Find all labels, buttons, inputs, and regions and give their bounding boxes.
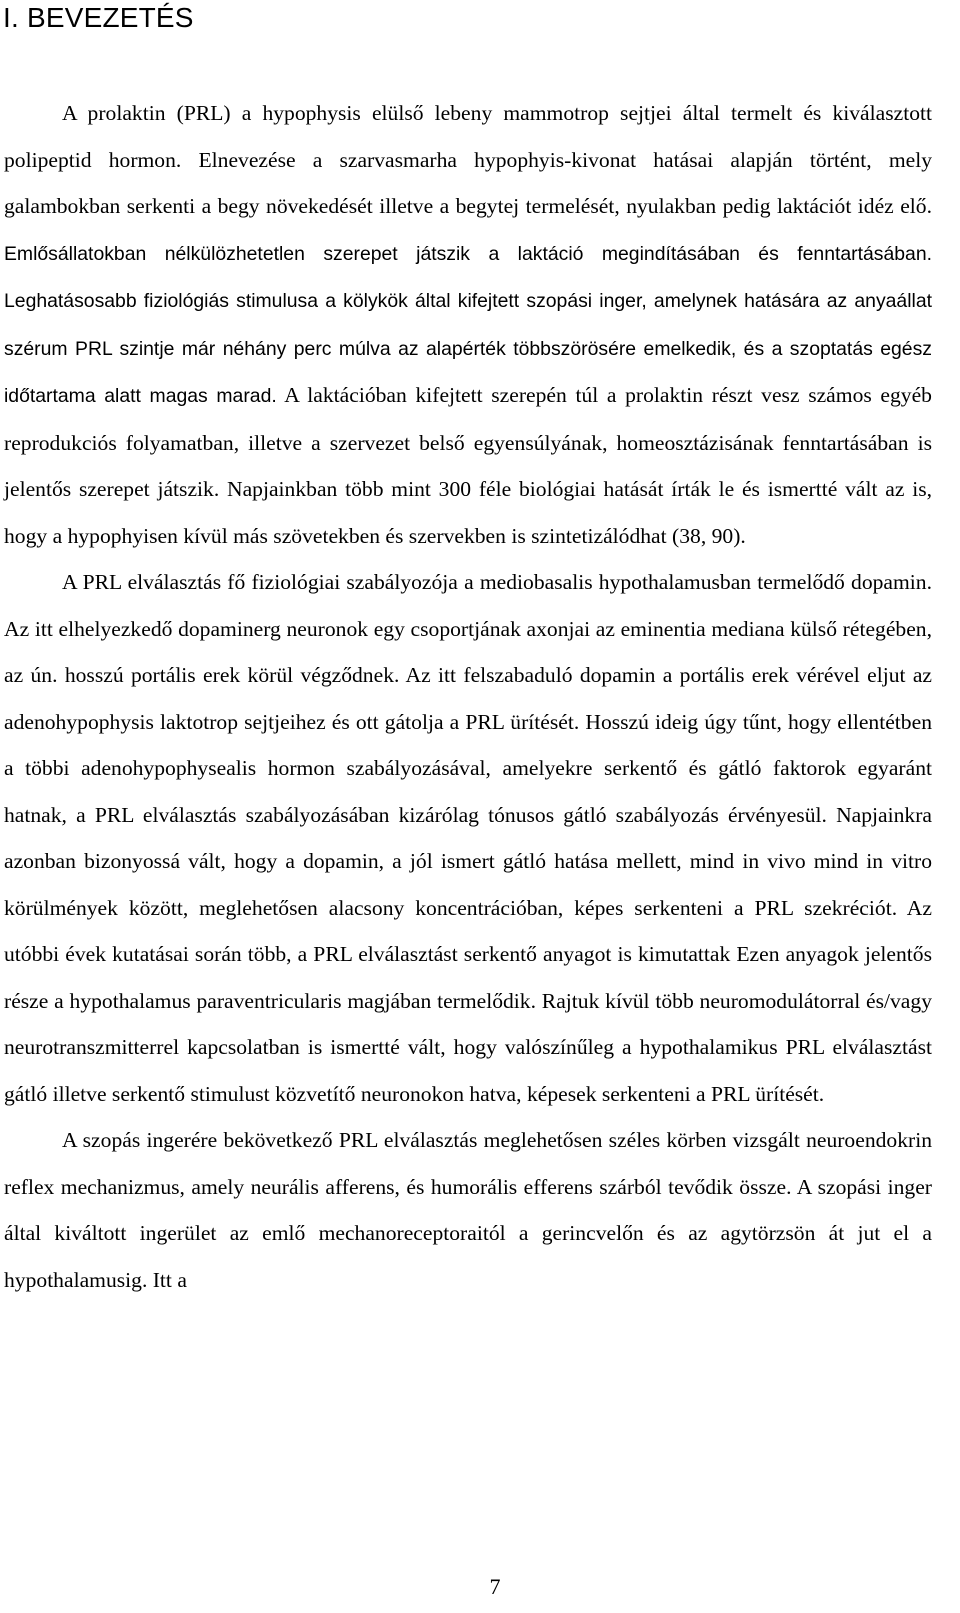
paragraph-1-part-2: Emlősállatokban nélkülözhetetlen szerepet játszik a laktáció megindításában és fenntartásában. Leghatásosabb fiziológiás stimulusa a kölykök által kifejtett szopási inger, amelynek hatására az anyaállat szérum PRL szintje már néhány perc múlva az alapérték többszörösére emelkedik, és a szoptatás egész időtartama alatt magas marad. [4, 242, 932, 407]
paragraph-1-part-3: A laktációban kifejtett szerepén túl a prolaktin részt vesz számos egyéb reprodukciós folyamatban, illetve a szervezet belső egyensúlyának, homeosztázisának fenntartásában is jelentős szerepet játszik. Napjainkban több mint 300 féle biológiai hatását írták le és ismertté vált az is, hogy a hypophyisen kívül más szövetekben és szervekben is szintetizálódhat (38, 90). [4, 383, 932, 548]
body-text [4, 90, 932, 1303]
page-number: 7 [489, 1574, 501, 1599]
paragraph-3: A szopás ingerére bekövetkező PRL elválasztás meglehetősen széles körben vizsgált neuroendokrin reflex mechanizmus, amely neurális afferens, és humorális efferens szárból tevődik össze. A szopási inger által kiváltott ingerület az emlő mechanoreceptoraitól a gerincvelőn és az agytörzsön át jut el a hypothalamusig. Itt a [4, 1128, 932, 1292]
paragraph-2: A PRL elválasztás fő fiziológiai szabályozója a mediobasalis hypothalamusban termelődő dopamin. Az itt elhelyezkedő dopaminerg neuronok egy csoportjának axonjai az eminentia mediana külső rétegében, az ún. hosszú portális erek körül végződnek. Az itt felszabaduló dopamin a portális erek vérével eljut az adenohypophysis laktotrop sejtjeihez és ott gátolja a PRL ürítését. Hosszú ideig úgy tűnt, hogy ellentétben a többi adenohypophysealis hormon szabályozásával, amelyekre serkentő és gátló faktorok egyaránt hatnak, a PRL elválasztás szabályozásában kizárólag tónusos gátló szabályozás érvényesül. Napjainkra azonban bizonyossá vált, hogy a dopamin, a jól ismert gátló hatása mellett, mind in vivo mind in vitro körülmények között, meglehetősen alacsony koncentrációban, képes serkenteni a PRL szekréciót. Az utóbbi évek kutatásai során több, a PRL elválasztást serkentő anyagot is kimutattak Ezen anyagok jelentős része a hypothalamus paraventricularis magjában termelődik. Rajtuk kívül több neuromodulátorral és/vagy neurotranszmitterrel kapcsolatban is ismertté vált, hogy valószínűleg a hypothalamikus PRL elválasztást gátló illetve serkentő stimulust közvetítő neuronokon hatva, képesek serkenteni a PRL ürítését. [4, 570, 932, 1106]
paragraph-1-part-1: A prolaktin (PRL) a hypophysis elülső lebeny mammotrop sejtjei által termelt és kiválasztott polipeptid hormon. Elnevezése a szarvasmarha hypophyis-kivonat hatásai alapján történt, mely galambokban serkenti a begy növekedését illetve a begytej termelését, nyulakban pedig laktációt idéz elő. [4, 101, 932, 218]
paragraph-1 [4, 90, 932, 559]
section-heading: I. BEVEZETÉS [3, 2, 194, 33]
